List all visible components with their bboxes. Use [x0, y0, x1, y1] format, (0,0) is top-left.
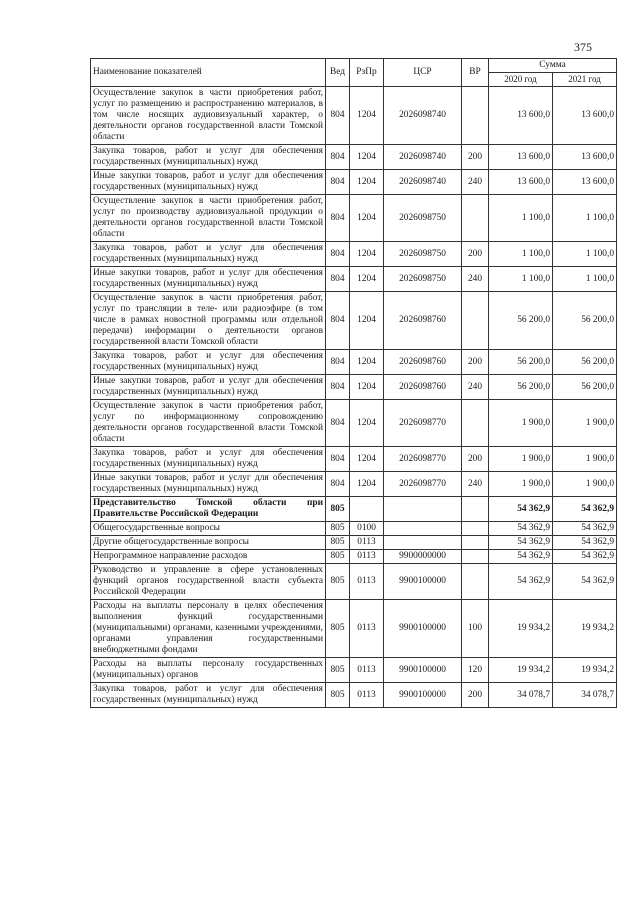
- row-name: Иные закупки товаров, работ и услуг для обеспечения государственных (муниципальных) нужд: [91, 170, 326, 195]
- row-sum-2021: 1 900,0: [553, 447, 617, 472]
- row-name: Осуществление закупок в части приобретения работ, услуг по информационному сопровождению деятельности органов государственной власти Томской области: [91, 400, 326, 447]
- row-name: Иные закупки товаров, работ и услуг для обеспечения государственных (муниципальных) нужд: [91, 375, 326, 400]
- row-name: Осуществление закупок в части приобретения работ, услуг по производству аудиовизуальной продукции о деятельности органов государственной власти Томской области: [91, 195, 326, 242]
- row-csr: [384, 536, 462, 550]
- row-sum-2021: 54 362,9: [553, 564, 617, 600]
- header-vr: ВР: [462, 59, 489, 87]
- row-name: Осуществление закупок в части приобретения работ, услуг по размещению и распространению материалов, в том числе носящих аудиовизуальный характер, о деятельности органов государственной власти Томской области: [91, 87, 326, 145]
- table-row: [91, 242, 617, 267]
- row-sum-2020: 56 200,0: [489, 375, 553, 400]
- row-ved: 804: [326, 400, 350, 447]
- header-year-2020: 2020 год: [489, 73, 553, 87]
- row-vr: 200: [462, 145, 489, 170]
- row-vr: [462, 522, 489, 536]
- row-ved: 804: [326, 375, 350, 400]
- row-rzpr: 0100: [350, 522, 384, 536]
- table-row: [91, 87, 617, 145]
- row-csr: 2026098760: [384, 350, 462, 375]
- table-row: [91, 472, 617, 497]
- row-sum-2021: 19 934,2: [553, 600, 617, 658]
- row-csr: 2026098750: [384, 267, 462, 292]
- row-ved: 804: [326, 472, 350, 497]
- row-ved: 804: [326, 350, 350, 375]
- row-sum-2021: 54 362,9: [553, 522, 617, 536]
- row-vr: 240: [462, 375, 489, 400]
- row-vr: [462, 87, 489, 145]
- row-csr: 2026098740: [384, 145, 462, 170]
- row-csr: 9900100000: [384, 600, 462, 658]
- row-name: Закупка товаров, работ и услуг для обеспечения государственных (муниципальных) нужд: [91, 145, 326, 170]
- table-row: [91, 350, 617, 375]
- row-ved: 805: [326, 600, 350, 658]
- row-vr: 240: [462, 267, 489, 292]
- row-sum-2021: 13 600,0: [553, 170, 617, 195]
- row-sum-2020: 54 362,9: [489, 536, 553, 550]
- row-sum-2020: 19 934,2: [489, 658, 553, 683]
- table-row: [91, 564, 617, 600]
- row-rzpr: [350, 497, 384, 522]
- row-sum-2020: 54 362,9: [489, 550, 553, 564]
- row-ved: 804: [326, 292, 350, 350]
- row-sum-2020: 56 200,0: [489, 350, 553, 375]
- header-ved: Вед: [326, 59, 350, 87]
- row-csr: 2026098760: [384, 375, 462, 400]
- row-vr: [462, 536, 489, 550]
- page-number: 375: [574, 40, 592, 54]
- row-rzpr: 1204: [350, 145, 384, 170]
- row-csr: 9900100000: [384, 683, 462, 708]
- table-row: [91, 658, 617, 683]
- row-vr: [462, 195, 489, 242]
- row-sum-2021: 13 600,0: [553, 87, 617, 145]
- table-row: [91, 447, 617, 472]
- header-rzpr: РзПр: [350, 59, 384, 87]
- row-vr: 100: [462, 600, 489, 658]
- row-ved: 805: [326, 497, 350, 522]
- row-vr: 240: [462, 170, 489, 195]
- row-rzpr: 0113: [350, 536, 384, 550]
- row-rzpr: 0113: [350, 683, 384, 708]
- table-row: [91, 170, 617, 195]
- row-ved: 804: [326, 195, 350, 242]
- row-name: Закупка товаров, работ и услуг для обеспечения государственных (муниципальных) нужд: [91, 350, 326, 375]
- row-sum-2021: 56 200,0: [553, 375, 617, 400]
- row-vr: [462, 400, 489, 447]
- row-rzpr: 1204: [350, 267, 384, 292]
- row-name: Расходы на выплаты персоналу в целях обеспечения выполнения функций государственными (муниципальными) органами, казенными учреждениями, органами управления государственными внебюджетными фондами: [91, 600, 326, 658]
- row-sum-2021: 13 600,0: [553, 145, 617, 170]
- row-name: Другие общегосударственные вопросы: [91, 536, 326, 550]
- row-vr: 200: [462, 242, 489, 267]
- row-rzpr: 0113: [350, 564, 384, 600]
- table-row: [91, 683, 617, 708]
- row-ved: 805: [326, 683, 350, 708]
- row-ved: 805: [326, 522, 350, 536]
- row-ved: 805: [326, 658, 350, 683]
- row-name: Руководство и управление в сфере установленных функций органов государственной власти субъекта Российской Федерации: [91, 564, 326, 600]
- row-sum-2020: 13 600,0: [489, 145, 553, 170]
- row-sum-2020: 13 600,0: [489, 87, 553, 145]
- table-row: [91, 550, 617, 564]
- table-row: [91, 267, 617, 292]
- row-sum-2020: 34 078,7: [489, 683, 553, 708]
- row-rzpr: 1204: [350, 242, 384, 267]
- row-name: Осуществление закупок в части приобретения работ, услуг по трансляции в теле- или радиоэфире (в том числе в рамках новостной программы или отдельной передачи) информации о деятельности органов государственной власти Томской области: [91, 292, 326, 350]
- row-rzpr: 1204: [350, 447, 384, 472]
- row-vr: 200: [462, 683, 489, 708]
- row-name: Закупка товаров, работ и услуг для обеспечения государственных (муниципальных) нужд: [91, 447, 326, 472]
- row-ved: 804: [326, 242, 350, 267]
- row-vr: [462, 497, 489, 522]
- row-ved: 805: [326, 550, 350, 564]
- row-rzpr: 1204: [350, 195, 384, 242]
- row-sum-2021: 54 362,9: [553, 536, 617, 550]
- row-sum-2021: 1 100,0: [553, 242, 617, 267]
- row-sum-2020: 54 362,9: [489, 497, 553, 522]
- table-header: [91, 59, 617, 87]
- row-csr: 9900100000: [384, 564, 462, 600]
- row-csr: 9900000000: [384, 550, 462, 564]
- row-sum-2021: 34 078,7: [553, 683, 617, 708]
- row-ved: 804: [326, 267, 350, 292]
- row-ved: 805: [326, 536, 350, 550]
- row-sum-2020: 1 900,0: [489, 400, 553, 447]
- row-rzpr: 0113: [350, 550, 384, 564]
- row-vr: 200: [462, 447, 489, 472]
- row-rzpr: 1204: [350, 87, 384, 145]
- row-sum-2020: 1 900,0: [489, 447, 553, 472]
- row-name: Закупка товаров, работ и услуг для обеспечения государственных (муниципальных) нужд: [91, 242, 326, 267]
- row-sum-2021: 1 900,0: [553, 472, 617, 497]
- row-sum-2021: 1 100,0: [553, 267, 617, 292]
- row-csr: 2026098750: [384, 242, 462, 267]
- row-sum-2020: 19 934,2: [489, 600, 553, 658]
- table-row: [91, 400, 617, 447]
- row-sum-2020: 54 362,9: [489, 522, 553, 536]
- row-csr: 2026098740: [384, 170, 462, 195]
- row-csr: 2026098740: [384, 87, 462, 145]
- row-sum-2021: 1 100,0: [553, 195, 617, 242]
- row-ved: 804: [326, 145, 350, 170]
- row-vr: [462, 292, 489, 350]
- row-vr: 200: [462, 350, 489, 375]
- row-sum-2021: 56 200,0: [553, 350, 617, 375]
- row-name: Расходы на выплаты персоналу государственных (муниципальных) органов: [91, 658, 326, 683]
- table-row: [91, 375, 617, 400]
- row-rzpr: 1204: [350, 170, 384, 195]
- row-name: Общегосударственные вопросы: [91, 522, 326, 536]
- row-sum-2021: 54 362,9: [553, 497, 617, 522]
- row-csr: 2026098760: [384, 292, 462, 350]
- row-name: Закупка товаров, работ и услуг для обеспечения государственных (муниципальных) нужд: [91, 683, 326, 708]
- row-sum-2021: 19 934,2: [553, 658, 617, 683]
- table-row: [91, 195, 617, 242]
- row-sum-2020: 1 100,0: [489, 242, 553, 267]
- header-sum: Сумма: [489, 59, 617, 73]
- table-body: [91, 87, 617, 708]
- row-rzpr: 1204: [350, 400, 384, 447]
- row-csr: [384, 497, 462, 522]
- row-rzpr: 1204: [350, 350, 384, 375]
- row-name: Представительство Томской области при Правительстве Российской Федерации: [91, 497, 326, 522]
- row-csr: 9900100000: [384, 658, 462, 683]
- row-rzpr: 0113: [350, 600, 384, 658]
- row-ved: 805: [326, 564, 350, 600]
- row-vr: 240: [462, 472, 489, 497]
- table-row: [91, 522, 617, 536]
- row-rzpr: 1204: [350, 375, 384, 400]
- row-sum-2020: 1 100,0: [489, 267, 553, 292]
- row-sum-2020: 1 900,0: [489, 472, 553, 497]
- row-vr: 120: [462, 658, 489, 683]
- row-sum-2020: 13 600,0: [489, 170, 553, 195]
- header-name: Наименование показателей: [91, 59, 326, 87]
- row-name: Непрограммное направление расходов: [91, 550, 326, 564]
- row-csr: 2026098770: [384, 400, 462, 447]
- header-year-2021: 2021 год: [553, 73, 617, 87]
- row-ved: 804: [326, 447, 350, 472]
- budget-table: [90, 58, 617, 708]
- row-csr: 2026098770: [384, 472, 462, 497]
- row-name: Иные закупки товаров, работ и услуг для обеспечения государственных (муниципальных) нужд: [91, 267, 326, 292]
- row-name: Иные закупки товаров, работ и услуг для обеспечения государственных (муниципальных) нужд: [91, 472, 326, 497]
- row-ved: 804: [326, 87, 350, 145]
- table-row: [91, 497, 617, 522]
- row-csr: 2026098750: [384, 195, 462, 242]
- row-rzpr: 1204: [350, 292, 384, 350]
- row-ved: 804: [326, 170, 350, 195]
- row-sum-2020: 1 100,0: [489, 195, 553, 242]
- row-vr: [462, 564, 489, 600]
- table-row: [91, 536, 617, 550]
- row-sum-2020: 54 362,9: [489, 564, 553, 600]
- row-rzpr: 0113: [350, 658, 384, 683]
- table-row: [91, 145, 617, 170]
- row-sum-2020: 56 200,0: [489, 292, 553, 350]
- header-csr: ЦСР: [384, 59, 462, 87]
- table-row: [91, 600, 617, 658]
- row-csr: [384, 522, 462, 536]
- row-csr: 2026098770: [384, 447, 462, 472]
- row-rzpr: 1204: [350, 472, 384, 497]
- row-sum-2021: 56 200,0: [553, 292, 617, 350]
- table-row: [91, 292, 617, 350]
- row-sum-2021: 54 362,9: [553, 550, 617, 564]
- row-vr: [462, 550, 489, 564]
- row-sum-2021: 1 900,0: [553, 400, 617, 447]
